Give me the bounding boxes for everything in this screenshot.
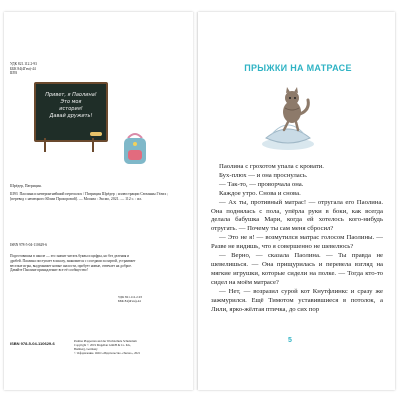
story-paragraph: Каждое утро. Снова и снова. (219, 189, 301, 197)
story-paragraph: — Нет, — возразил сурой кот Кнутфлинкс и сразу же зажмурился. Ещё Тимотом уставившиеся в потолок, а Лили, ярко-жёлтая птичка, до сих пор (211, 287, 383, 313)
classification-codes (10, 62, 37, 76)
copyright-line: © Оформление. ООО «Издательство «Эксмо», 2021 (74, 351, 141, 355)
copyright-block (74, 339, 186, 355)
chalkboard-leg (92, 138, 94, 152)
catalog-entry: Паолина и невероятнейший переполох / Патриция Шрёдер ; иллюстрации Сюзанны Гёлих ; [перевод с немецкого Юлии Прохоровой]. — Москва : Эксмо, 2021. — 112 с. : ил. (10, 192, 169, 202)
annotation: Подготовишка в школе — это значит читать буквы и цифры, но без деления и дробей. Паолина поступает в школу, знакомится с соседями за партой, устраивает веселые игры, выдумывает новые шалости, пробует новые, отвечает на доброе. Давайте Паолине принадлежит все её сообщество! (10, 254, 136, 273)
isbn-bottom: ISBN 978-5-04-110629-6 (10, 341, 55, 346)
code-line: ББК 84(4Гем)-44 (118, 299, 141, 304)
isbn-line: ISBN 978-5-04-110629-6 (10, 243, 48, 247)
chapter-title: ПРЫЖКИ НА МАТРАСЕ (244, 63, 352, 73)
story-paragraph: Паолина с грохотом упала с кровати. (219, 163, 324, 170)
classification-line: ББК 84(4Гем)-44 (10, 66, 36, 71)
chalkboard-line: Давай дружить! (49, 113, 93, 119)
chalkboard-leg (44, 138, 46, 152)
classification-line: УДК 821.112.2-93 (10, 62, 37, 66)
chalk-tray-icon (90, 132, 102, 136)
chalkboard-text (40, 92, 102, 120)
cat-on-pillow-illustration (248, 86, 328, 152)
catalog-author: Шрёдер, Патриция. (10, 184, 42, 188)
story-paragraph: — Это не я! — возмутился матрас голосом Паолины. — Разве не видишь, что я совершенно не шевелюсь? (211, 234, 383, 251)
story-paragraph: Бух-плюх — и она проснулась. (219, 171, 308, 179)
classification-line: Ш93 (10, 71, 18, 76)
copyright-line: Copyright © 2019 Magellan GmbH & Co. KG, (74, 343, 131, 347)
story-paragraph: — Так-то, — проворчала она. (219, 180, 304, 188)
story-paragraph: — Ах ты, противный матрас! — отругала его Паолина. Она поднялась с пола, упёрла руки в боки, как всегда делала бабушка Мари, когда ей хотелось кого-нибудь отругать. — Почему ты сам меня сбросил? (211, 198, 383, 233)
chalkboard-line: история! (59, 106, 83, 112)
catalog-record (10, 184, 180, 206)
code-line: УДК 821.112.2-93 (118, 295, 142, 299)
story-text (211, 163, 383, 314)
catalog-code: Ш93 (10, 192, 18, 197)
copyright-line: Paulina Plappertan and der Wachtschule Schularium (74, 339, 137, 343)
chalkboard-line: Это моя (60, 99, 82, 105)
chalkboard-line: Привет, я Паолина! (45, 92, 97, 98)
backpack-illustration (120, 128, 150, 168)
page-number: 5 (288, 337, 292, 344)
story-paragraph: — Верно, — сказала Паолина. — Ты правда не шевелишься. — Она прищурилась и перевела взгляд на мягкие игрушки, которые сидели на полке. — Тогда кто-то сидел на моём матрасе? (211, 252, 383, 286)
codes-right (118, 295, 142, 303)
copyright-line: Bamberg, Germany (74, 347, 98, 351)
